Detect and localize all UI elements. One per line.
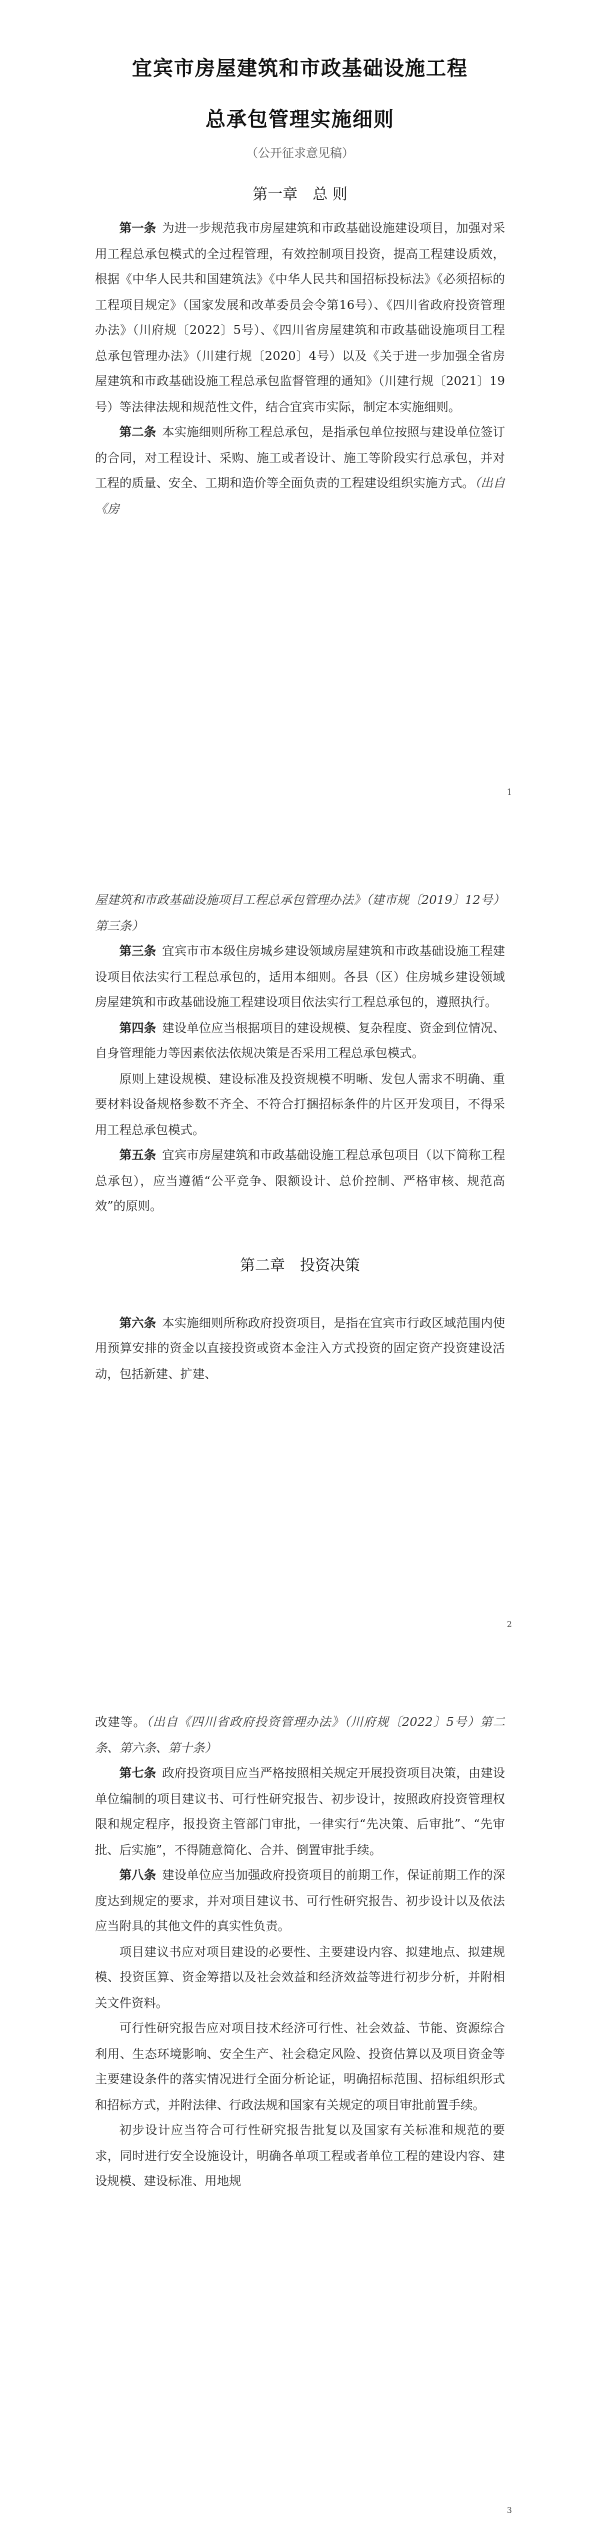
article-1-text: 为进一步规范我市房屋建筑和市政基础设施建设项目，加强对采用工程总承包模式的全过程管理，有效控制项目投资，提高工程建设质效，根据《中华人民共和国建筑法》《中华人民共和国招标投标法》《必须招标的工程项目规定》（国家发展和改革委员会令第16号）、《四川省政府投资管理办法》（川府规〔2022〕5号）、《四川省房屋建筑和市政基础设施项目工程总承包管理办法》（川建行规〔2020〕4号）以及《关于进一步加强全省房屋建筑和市政基础设施工程总承包监督管理的通知》（川建行规〔2021〕19号）等法律法规和规范性文件，结合宜宾市实际，制定本实施细则。 (95, 221, 506, 414)
page-1 (0, 0, 600, 840)
article-3-text: 宜宾市市本级住房城乡建设领域房屋建筑和市政基础设施工程建设项目依法实行工程总承包的，适用本细则。各县（区）住房城乡建设领域房屋建筑和市政基础设施工程建设项目依法实行工程总承包的，遵照执行。 (95, 944, 506, 1009)
article-5-label: 第五条 (119, 1148, 157, 1162)
article-1 (95, 216, 505, 420)
article-4-text: 建设单位应当根据项目的建设规模、复杂程度、资金到位情况、自身管理能力等因素依法依规决策是否采用工程总承包模式。 (95, 1020, 506, 1060)
article-2-label: 第二条 (119, 425, 157, 439)
article-5-text: 宜宾市房屋建筑和市政基础设施工程总承包项目（以下简称工程总承包），应当遵循“公平竞争、限额设计、总价控制、严格审核、规范高效”的原则。 (95, 1148, 506, 1213)
article-2-citation-continued: 屋建筑和市政基础设施项目工程总承包管理办法》（建市规〔2019〕12号）第三条） (95, 893, 505, 933)
chapter-1-heading: 第一章 总 则 (252, 185, 348, 203)
document-subtitle: （公开征求意见稿） (245, 146, 354, 160)
article-3 (95, 939, 505, 1016)
article-6-citation: （出自《四川省政府投资管理办法》（川府规〔2022〕5号）第二条、第六条、第十条） (95, 1715, 505, 1755)
article-6 (95, 1311, 505, 1388)
article-8-paragraph-3: 可行性研究报告应对项目技术经济可行性、社会效益、节能、资源综合利用、生态环境影响、安全生产、社会稳定风险、投资估算以及项目资金等主要建设条件的落实情况进行全面分析论证，明确招标范围、招标组织形式和招标方式，并附法律、行政法规和国家有关规定的项目审批前置手续。 (95, 2021, 505, 2112)
article-6-continued (95, 1710, 505, 1761)
page-1-content (95, 52, 505, 522)
article-8-paragraph-4: 初步设计应当符合可行性研究报告批复以及国家有关标准和规范的要求，同时进行安全设施设计，明确各单项工程或者单位工程的建设内容、建设规模、建设标准、用地规 (95, 2123, 505, 2188)
article-3-label: 第三条 (119, 944, 157, 958)
article-7-label: 第七条 (119, 1766, 157, 1780)
article-2 (95, 420, 505, 522)
page-2 (0, 840, 600, 1670)
page-2-content (95, 888, 505, 1387)
article-4 (95, 1016, 505, 1067)
article-8 (95, 1863, 505, 1940)
page-3-content (95, 1710, 505, 2195)
article-4-paragraph-2: 原则上建设规模、建设标准及投资规模不明晰、发包人需求不明确、重要材料设备规格参数不齐全、不符合打捆招标条件的片区开发项目，不得采用工程总承包模式。 (95, 1071, 505, 1137)
document-title-line-2: 总承包管理实施细则 (205, 107, 395, 131)
article-8-label: 第八条 (119, 1868, 157, 1882)
article-1-label: 第一条 (119, 221, 157, 235)
document-title-line-1: 宜宾市房屋建筑和市政基础设施工程 (132, 56, 468, 80)
article-8-text: 建设单位应当加强政府投资项目的前期工作，保证前期工作的深度达到规定的要求，并对项目建议书、可行性研究报告、初步设计以及依法应当附具的其他文件的真实性负责。 (95, 1868, 506, 1933)
page-number: 2 (506, 1620, 512, 1629)
article-6-continued-text: 改建等。 (95, 1715, 147, 1729)
article-4-label: 第四条 (119, 1020, 157, 1035)
page-number: 3 (506, 2506, 512, 2515)
article-5 (95, 1143, 505, 1220)
article-2-text: 本实施细则所称工程总承包，是指承包单位按照与建设单位签订的合同，对工程设计、采购、施工或者设计、施工等阶段实行总承包，并对工程的质量、安全、工期和造价等全面负责的工程建设组织实施方式。 (95, 425, 506, 490)
article-2-citation: （出自《房 (95, 476, 506, 516)
article-6-label: 第六条 (119, 1315, 157, 1330)
page-number: 1 (506, 788, 512, 797)
chapter-2-heading: 第二章 投资决策 (239, 1255, 360, 1274)
article-7-text: 政府投资项目应当严格按照相关规定开展投资项目决策，由建设单位编制的项目建议书、可行性研究报告、初步设计，按照政府投资管理权限和规定程序，报投资主管部门审批，一律实行“先决策、后审批”、“先审批、后实施”，不得随意简化、合并、倒置审批手续。 (95, 1766, 506, 1857)
article-8-paragraph-2: 项目建议书应对项目建设的必要性、主要建设内容、拟建地点、拟建规模、投资匡算、资金筹措以及社会效益和经济效益等进行初步分析，并附相关文件资料。 (95, 1944, 505, 2010)
page-3 (0, 1670, 600, 2546)
article-6-text: 本实施细则所称政府投资项目，是指在宜宾市行政区域范围内使用预算安排的资金以直接投资或资本金注入方式投资的固定资产投资建设活动，包括新建、扩建、 (95, 1315, 506, 1381)
article-7 (95, 1761, 505, 1863)
